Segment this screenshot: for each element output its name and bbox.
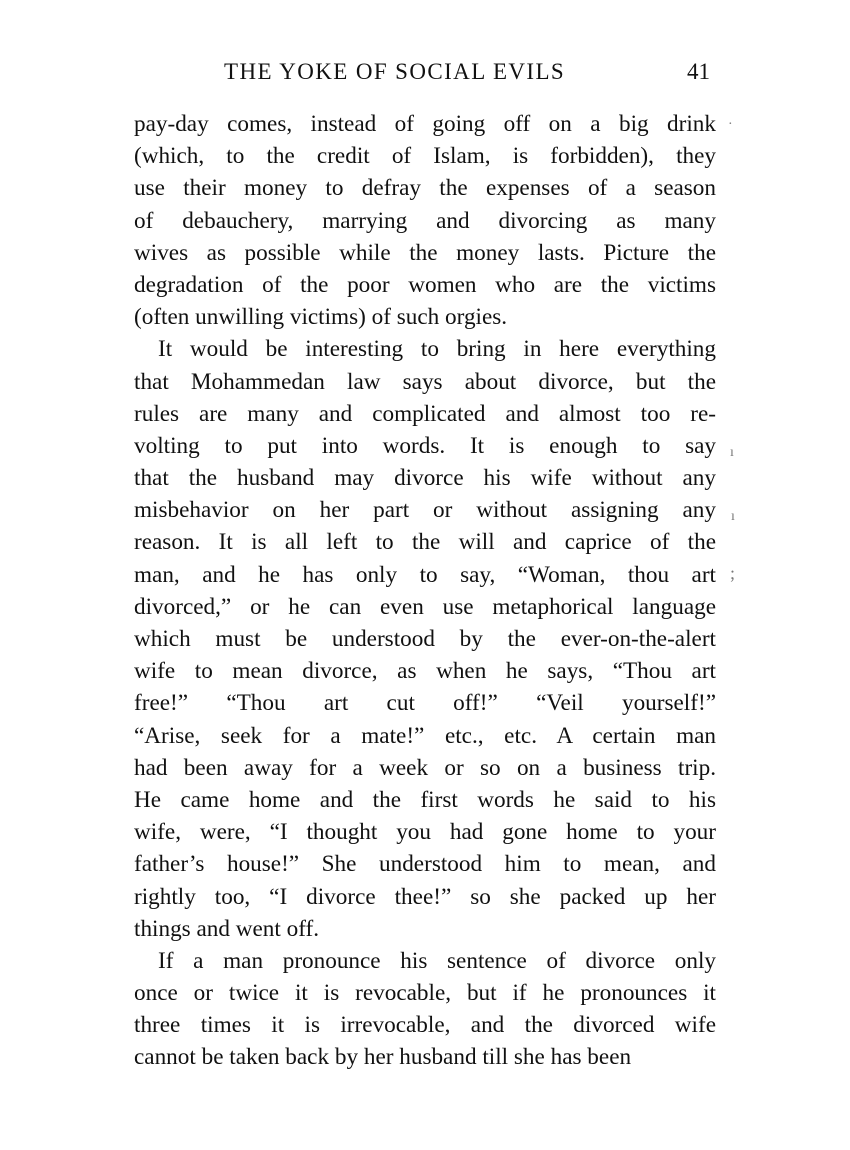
text-line: wife to mean divorce, as when he says, “Thou art xyxy=(134,658,716,685)
text-line: things and went off. xyxy=(134,915,320,942)
paragraph xyxy=(134,945,716,1074)
text-line: reason. It is all left to the will and caprice of the xyxy=(134,529,716,556)
text-line: that the husband may divorce his wife without any xyxy=(134,465,716,492)
text-line: degradation of the poor women who are the victims xyxy=(134,271,716,298)
text-line: free!” “Thou art cut off!” “Veil yourself!” xyxy=(134,690,716,717)
text-line: “Arise, seek for a mate!” etc., etc. A certain man xyxy=(134,722,716,749)
paragraph xyxy=(134,108,716,333)
text-line: of debauchery, marrying and divorcing as many xyxy=(134,207,716,234)
text-line: If a man pronounce his sentence of divorce only xyxy=(158,947,716,974)
text-line: He came home and the first words he said to his xyxy=(134,786,716,813)
text-line: which must be understood by the ever-on-the-alert xyxy=(134,626,716,652)
text-line: volting to put into words. It is enough to say xyxy=(134,432,716,459)
text-line: (which, to the credit of Islam, is forbidden), they xyxy=(134,143,716,170)
running-head xyxy=(134,56,716,92)
text-line: (often unwilling victims) of such orgies. xyxy=(134,304,508,331)
text-line: rules are many and complicated and almost too re- xyxy=(134,400,716,427)
text-line: cannot be taken back by her husband till she has been xyxy=(134,1044,632,1071)
text-line: misbehavior on her part or without assigning any xyxy=(134,497,716,524)
text-line: that Mohammedan law says about divorce, but the xyxy=(134,368,716,395)
text-line: had been away for a week or so on a business trip. xyxy=(134,754,716,781)
text-line: use their money to defray the expenses of a season xyxy=(134,175,716,202)
text-line: divorced,” or he can even use metaphorical language xyxy=(134,593,716,620)
margin-speck: ı xyxy=(730,445,734,460)
margin-speck: ; xyxy=(730,563,736,583)
text-line: wives as possible while the money lasts. Picture the xyxy=(134,239,716,266)
text-line: wife, were, “I thought you had gone home to your xyxy=(134,819,716,846)
margin-speck: ı xyxy=(731,509,735,524)
page-number: 41 xyxy=(687,59,710,84)
text-line: three times it is irrevocable, and the divorced wife xyxy=(134,1012,716,1039)
text-line: pay-day comes, instead of going off on a big drink xyxy=(134,111,716,137)
paragraph xyxy=(134,333,716,945)
text-line: father’s house!” She understood him to mean, and xyxy=(134,851,716,878)
running-title: THE YOKE OF SOCIAL EVILS xyxy=(224,59,566,84)
text-line: It would be interesting to bring in here everything xyxy=(158,336,716,363)
margin-speck: · xyxy=(728,117,733,132)
text-line: rightly too, “I divorce thee!” so she packed up her xyxy=(134,883,716,910)
text-line: man, and he has only to say, “Woman, thou art xyxy=(134,561,716,588)
body-text xyxy=(134,108,716,1074)
text-line: once or twice it is revocable, but if he pronounces it xyxy=(134,980,716,1007)
